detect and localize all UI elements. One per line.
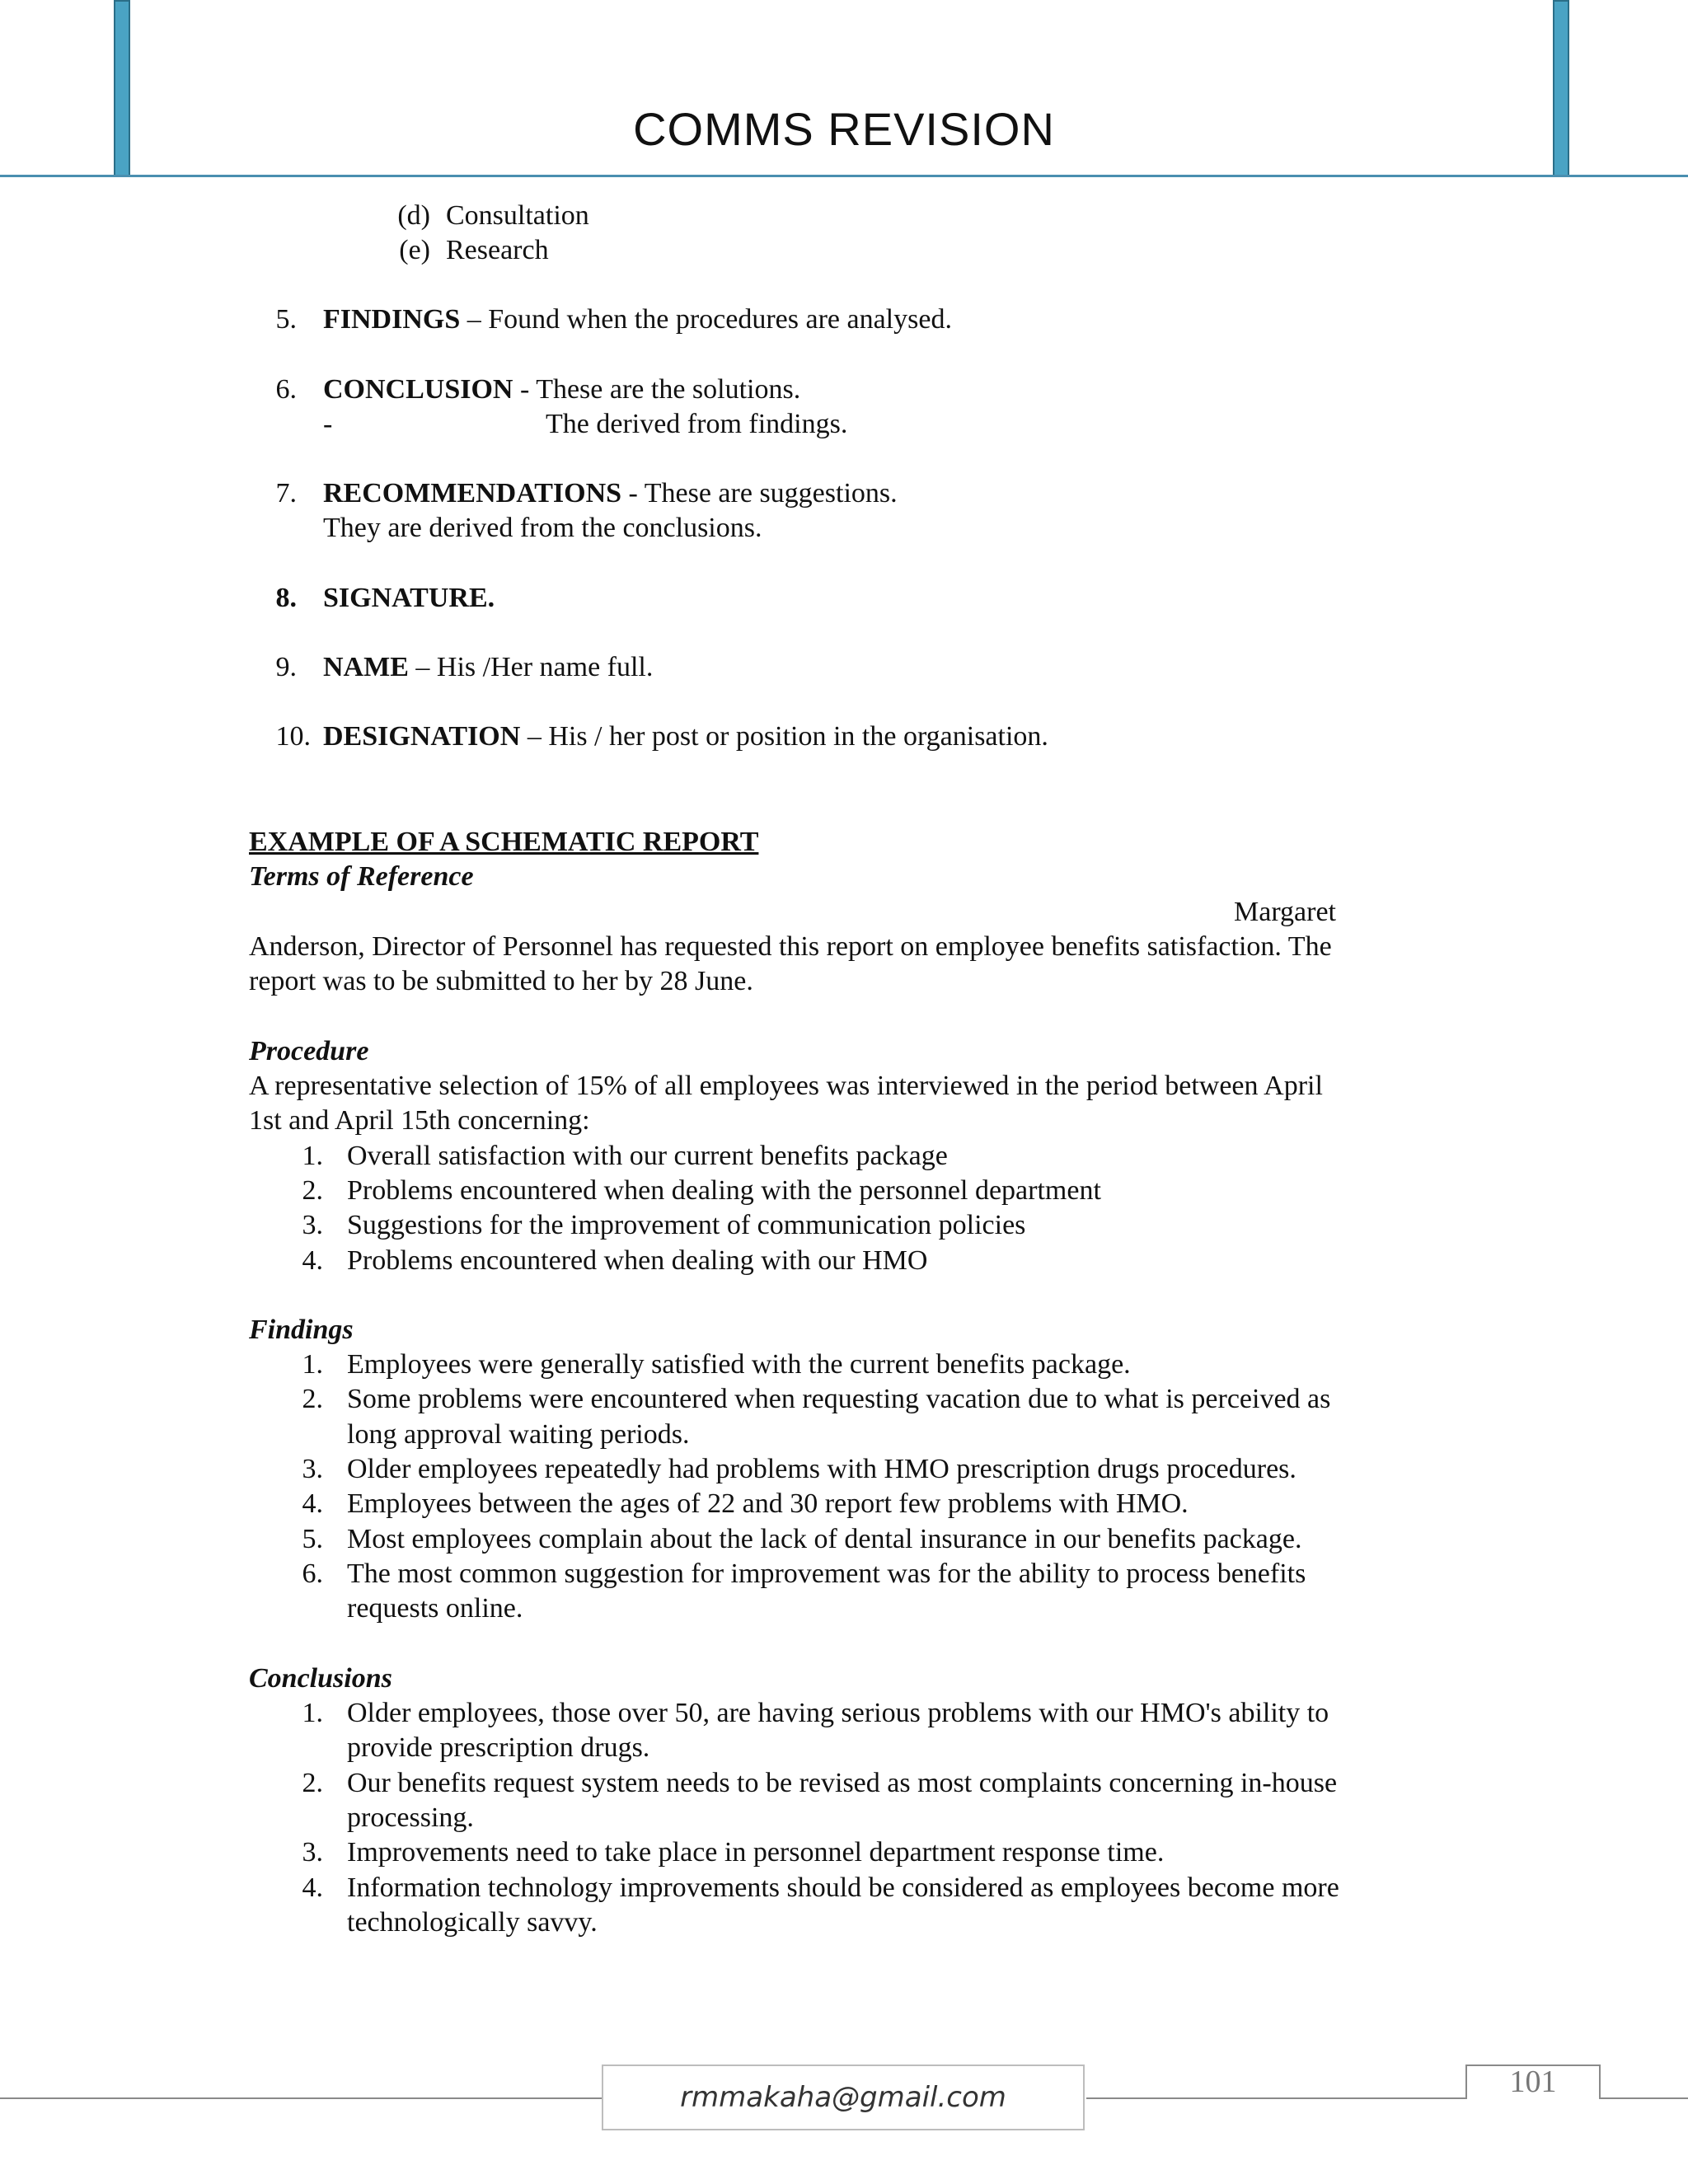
- item-6-number: 6.: [275, 374, 297, 405]
- item-8-number: 8.: [275, 583, 297, 613]
- findings-item-number: 4.: [302, 1488, 323, 1519]
- item-5-number: 5.: [275, 304, 297, 335]
- conclusions-item-number: 2.: [302, 1768, 323, 1798]
- findings-item-number: 2.: [302, 1384, 323, 1414]
- item-e-text: Research: [446, 235, 549, 265]
- findings-item: Some problems were encountered when requesting vacation due to what is perceived as: [347, 1384, 1331, 1414]
- conclusions-heading: Conclusions: [249, 1663, 392, 1694]
- item-d-number: (d): [397, 200, 430, 231]
- procedure-line-1: A representative selection of 15% of all employees was interviewed in the period between April: [249, 1071, 1323, 1101]
- item-5: [323, 302, 952, 337]
- conclusions-item: Our benefits request system needs to be revised as most complaints concerning in-house: [347, 1768, 1338, 1798]
- findings-item-number: 6.: [302, 1558, 323, 1589]
- item-10-term: DESIGNATION: [323, 721, 521, 752]
- findings-item-number: 5.: [302, 1524, 323, 1554]
- conclusions-item: Older employees, those over 50, are having serious problems with our HMO's ability to: [347, 1698, 1329, 1728]
- item-7-desc: - These are suggestions.: [621, 478, 898, 509]
- footer-rule-right: [1599, 2097, 1688, 2099]
- item-9-number: 9.: [275, 652, 297, 682]
- item-7-number: 7.: [275, 478, 297, 509]
- item-d-text: Consultation: [446, 200, 589, 231]
- item-9-term: NAME: [323, 652, 409, 682]
- item-6-term: CONCLUSION: [323, 374, 513, 405]
- item-e-number: (e): [399, 235, 430, 265]
- conclusions-item-continued: processing.: [347, 1802, 474, 1833]
- tor-line-1: Margaret: [1234, 897, 1336, 927]
- item-9-desc: – His /Her name full.: [408, 652, 654, 682]
- procedure-item-number: 1.: [302, 1141, 323, 1171]
- footer-email: rmmakaha@gmail.com: [602, 2064, 1085, 2130]
- item-6-dash: -: [323, 409, 333, 439]
- procedure-item: Problems encountered when dealing with our HMO: [347, 1245, 928, 1276]
- findings-item-number: 3.: [302, 1454, 323, 1484]
- procedure-item-number: 4.: [302, 1245, 323, 1276]
- tor-line-2: Anderson, Director of Personnel has requested this report on employee benefits satisfaction. The: [249, 931, 1332, 962]
- findings-item-continued: long approval waiting periods.: [347, 1419, 690, 1450]
- item-5-term: FINDINGS: [323, 304, 461, 335]
- findings-item-continued: requests online.: [347, 1593, 523, 1624]
- item-8-term: SIGNATURE.: [323, 583, 495, 613]
- item-10: [323, 719, 1048, 754]
- findings-item: Older employees repeatedly had problems with HMO prescription drugs procedures.: [347, 1454, 1296, 1484]
- procedure-item: Suggestions for the improvement of communication policies: [347, 1210, 1026, 1240]
- procedure-line-2: 1st and April 15th concerning:: [249, 1105, 590, 1136]
- findings-item: Most employees complain about the lack of dental insurance in our benefits package.: [347, 1524, 1302, 1554]
- findings-item: Employees between the ages of 22 and 30 report few problems with HMO.: [347, 1488, 1189, 1519]
- conclusions-item: Improvements need to take place in personnel department response time.: [347, 1837, 1165, 1868]
- item-10-desc: – His / her post or position in the organisation.: [520, 721, 1048, 752]
- findings-item-number: 1.: [302, 1349, 323, 1380]
- footer-rule-left: [0, 2097, 602, 2099]
- conclusions-item-number: 3.: [302, 1837, 323, 1868]
- procedure-heading: Procedure: [249, 1036, 369, 1066]
- findings-item: The most common suggestion for improvement was for the ability to process benefits: [347, 1558, 1306, 1589]
- conclusions-item: Information technology improvements should be considered as employees become more: [347, 1872, 1339, 1903]
- tor-heading: Terms of Reference: [249, 861, 474, 892]
- conclusions-item-number: 4.: [302, 1872, 323, 1903]
- item-8: [323, 581, 495, 616]
- header-divider: [0, 175, 1688, 177]
- item-7-line2: They are derived from the conclusions.: [323, 513, 762, 543]
- item-9: [323, 650, 653, 685]
- item-6: [323, 373, 800, 407]
- item-6-desc: - These are the solutions.: [513, 374, 801, 405]
- conclusions-item-continued: technologically savvy.: [347, 1907, 598, 1938]
- page-header-title: COMMS REVISION: [633, 103, 1055, 155]
- footer-rule-middle: [1086, 2097, 1465, 2099]
- item-7-term: RECOMMENDATIONS: [323, 478, 622, 509]
- tor-line-3: report was to be submitted to her by 28 June.: [249, 966, 753, 996]
- page-number: 101: [1465, 2064, 1601, 2099]
- example-title: EXAMPLE OF A SCHEMATIC REPORT: [249, 827, 759, 857]
- conclusions-item-continued: provide prescription drugs.: [347, 1732, 650, 1763]
- item-10-number: 10.: [275, 721, 311, 752]
- findings-item: Employees were generally satisfied with the current benefits package.: [347, 1349, 1131, 1380]
- conclusions-item-number: 1.: [302, 1698, 323, 1728]
- procedure-item: Problems encountered when dealing with the personnel department: [347, 1175, 1101, 1206]
- item-7: [323, 476, 898, 511]
- procedure-item: Overall satisfaction with our current benefits package: [347, 1141, 948, 1171]
- procedure-item-number: 2.: [302, 1175, 323, 1206]
- item-6-line2: The derived from findings.: [546, 409, 848, 439]
- findings-heading: Findings: [249, 1315, 354, 1345]
- item-5-desc: – Found when the procedures are analysed.: [460, 304, 952, 335]
- procedure-item-number: 3.: [302, 1210, 323, 1240]
